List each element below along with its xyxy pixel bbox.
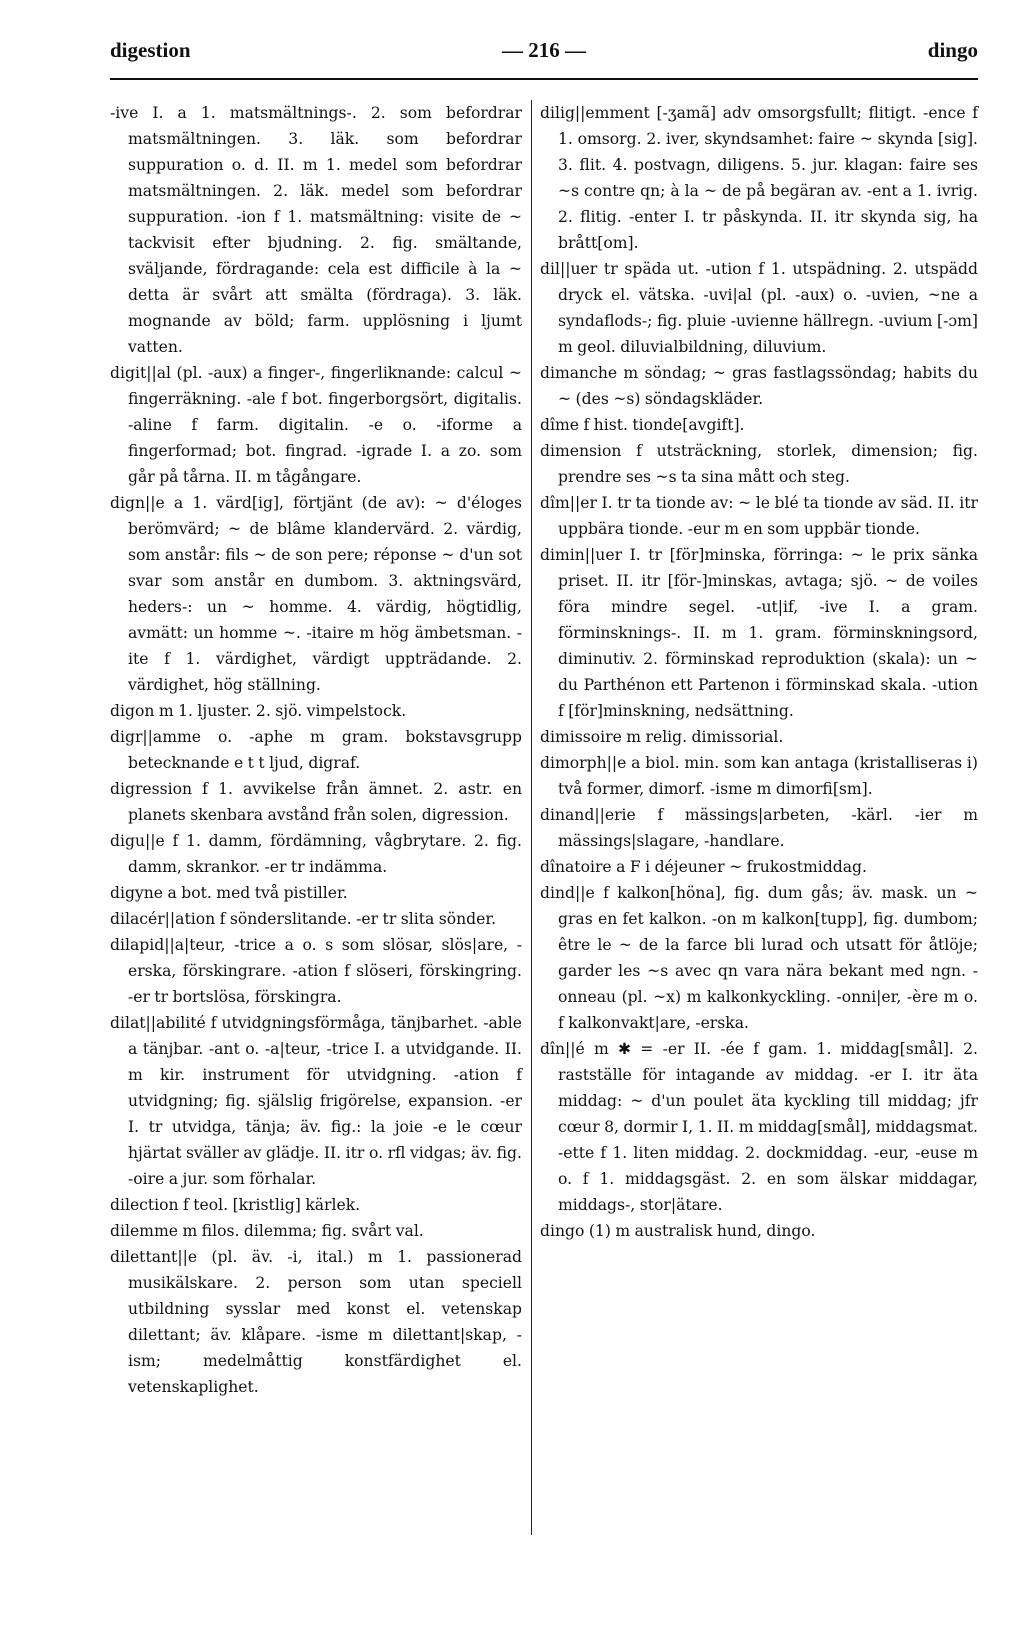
right-column: [540, 100, 978, 1244]
column-divider: [531, 100, 532, 1535]
entry-dilemme: dilemme m filos. dilemma; fig. svårt val.: [110, 1222, 424, 1240]
page-number: — 216 —: [502, 38, 586, 62]
entry-diminuer: dimin||uer I. tr [för]minska, förringa: ~ le prix sänka priset. II. itr [för-]minskas, avtaga; sjö. ~ de voiles föra mindre segel. -ut|if, -ive I. a gram. förminsknings-. II. m 1. gram. förminskningsord, diminutiv. 2. förminskad reproduktion (skala): un ~ du Parthénon ett Partenon i förminskad skala. -ution f [för]minskning, nedsättning.: [540, 546, 978, 720]
entry-dime: dîme f hist. tionde[avgift].: [540, 416, 745, 434]
entry-dilapidateur: dilapid||a|teur, -trice a o. s som slösar, slös|are, -erska, förskingrare. -ation f slöseri, förskingring. -er tr bortslösa, förskingra.: [110, 936, 522, 1006]
entry-digon: digon m 1. ljuster. 2. sjö. vimpelstock.: [110, 702, 407, 720]
entry-digramme: digr||amme o. -aphe m gram. bokstavsgrupp betecknande e t t ljud, digraf.: [110, 728, 522, 772]
entry-digestive: -ive I. a 1. matsmältnings-. 2. som befordrar matsmältningen. 3. läk. som befordrar suppuration o. d. II. m 1. medel som befordrar matsmältningen. 2. läk. medel som befordrar suppuration. -ion f 1. matsmältning: visite de ~ tackvisit efter bjudning. 2. fig. smältande, sväljande, fördragande: cela est difficile à la ~ detta är svårt att smälta (fördraga). 3. läk. mognande av böld; farm. upplösning i ljumt vatten.: [110, 104, 522, 356]
header-last-word: dingo: [927, 38, 978, 62]
entry-digression: digression f 1. avvikelse från ämnet. 2. astr. en planets skenbara avstånd från solen, digression.: [110, 780, 522, 824]
entry-dimer: dîm||er I. tr ta tionde av: ~ le blé ta tionde av säd. II. itr uppbära tionde. -eur m en som uppbär tionde.: [540, 494, 978, 538]
entry-dimanche: dimanche m söndag; ~ gras fastlagssöndag; habits du ~ (des ~s) söndagskläder.: [540, 364, 978, 408]
entry-digne: dign||e a 1. värd[ig], förtjänt (de av): ~ d'éloges berömvärd; ~ de blâme klandervärd. 2. värdig, som anstår: fils ~ de son pere; réponse ~ d'un sot svar som anstår en dumbom. 3. aktningsvärd, heders-: un ~ homme. 4. värdig, högtidlig, avmätt: un homme ~. -itaire m hög ämbetsman. -ite f 1. värdighet, värdigt uppträdande. 2. värdighet, hög ställning.: [110, 494, 522, 694]
left-column: [110, 100, 522, 1400]
entry-dinanderie: dinand||erie f mässings|arbeten, -kärl. -ier m mässings|slagare, -handlare.: [540, 806, 978, 850]
entry-dinde: dind||e f kalkon[höna], fig. dum gås; äv. mask. un ~ gras en fet kalkon. -on m kalkon[tupp], fig. dumbom; être le ~ de la farce bli lurad och utsatt för åtlöje; garder les ~s avec qn vara nära bekant med ngn. -onneau (pl. ~x) m kalkonkyckling. -onni|er, -ère m o. f kalkonvakt|are, -erska.: [540, 884, 978, 1032]
entry-dilaceration: dilacér||ation f sönderslitande. -er tr slita sönder.: [110, 910, 497, 928]
entry-dimorphe: dimorph||e a biol. min. som kan antaga (kristalliseras i) två former, dimorf. -isme m dimorfi[sm].: [540, 754, 978, 798]
header-rule: [110, 78, 978, 80]
entry-dimissoire: dimissoire m relig. dimissorial.: [540, 728, 784, 746]
entry-dilection: dilection f teol. [kristlig] kärlek.: [110, 1196, 361, 1214]
entry-dingo: dingo (1) m australisk hund, dingo.: [540, 1222, 816, 1240]
entry-dilatabilite: dilat||abilité f utvidgningsförmåga, tänjbarhet. -able a tänjbar. -ant o. -a|teur, -trice I. a utvidgande. II. m kir. instrument för utvidgning. -ation f utvidgning; fig. själslig frigörelse, expansion. -er I. tr utvidga, tänja; äv. fig.: la joie -e le cœur hjärtat sväller av glädje. II. itr o. rfl vidgas; äv. fig. -oire a jur. som förhalar.: [110, 1014, 522, 1188]
entry-digyne: digyne a bot. med två pistiller.: [110, 884, 348, 902]
entry-dinatoire: dînatoire a F i déjeuner ~ frukostmiddag.: [540, 858, 867, 876]
entry-dilettante: dilettant||e (pl. äv. -i, ital.) m 1. passionerad musikälskare. 2. person som utan speciell utbildning sysslar med konst el. vetenskap dilettant; äv. klåpare. -isme m dilettant|skap, -ism; medelmåttig konstfärdighet el. vetenskaplighet.: [110, 1248, 522, 1396]
entry-digital: digit||al (pl. -aux) a finger-, fingerliknande: calcul ~ fingerräkning. -ale f bot. fingerborgsört, digitalis. -aline f farm. digitalin. -e o. -iforme a fingerformad; bot. fingrad. -igrade I. a zo. som går på tårna. II. m tågångare.: [110, 364, 522, 486]
header-first-word: digestion: [110, 38, 191, 62]
entry-diluer: dil||uer tr späda ut. -ution f 1. utspädning. 2. utspädd dryck el. vätska. -uvi|al (pl. -aux) o. -uvien, ~ne a syndaflods-; fig. pluie -uvienne hällregn. -uvium [-ɔm] m geol. diluvialbildning, diluvium.: [540, 260, 978, 356]
entry-digue: digu||e f 1. damm, fördämning, vågbrytare. 2. fig. damm, skrankor. -er tr indämma.: [110, 832, 522, 876]
entry-dine: dîn||é m ✱ = -er II. -ée f gam. 1. middag[smål]. 2. rastställe för intagande av middag. -er I. itr äta middag: ~ d'un poulet äta kyckling till middag; jfr cœur 8, dormir I, 1. II. m middag[smål], middagsmat. -ette f 1. liten middag. 2. dockmiddag. -eur, -euse m o. f 1. middagsgäst. 2. en som älskar middagar, middags-, stor|ätare.: [540, 1040, 978, 1214]
entry-dimension: dimension f utsträckning, storlek, dimension; fig. prendre ses ~s ta sina mått och steg.: [540, 442, 978, 486]
entry-diligemment: dilig||emment [-ʒamã] adv omsorgsfullt; flitigt. -ence f 1. omsorg. 2. iver, skyndsamhet: faire ~ skynda [sig]. 3. flit. 4. postvagn, diligens. 5. jur. klagan: faire ses ~s contre qn; à la ~ de på begäran av. -ent a 1. ivrig. 2. flitig. -enter I. tr påskynda. II. itr skynda sig, ha brått[om].: [540, 104, 978, 252]
page-header: [110, 38, 978, 78]
